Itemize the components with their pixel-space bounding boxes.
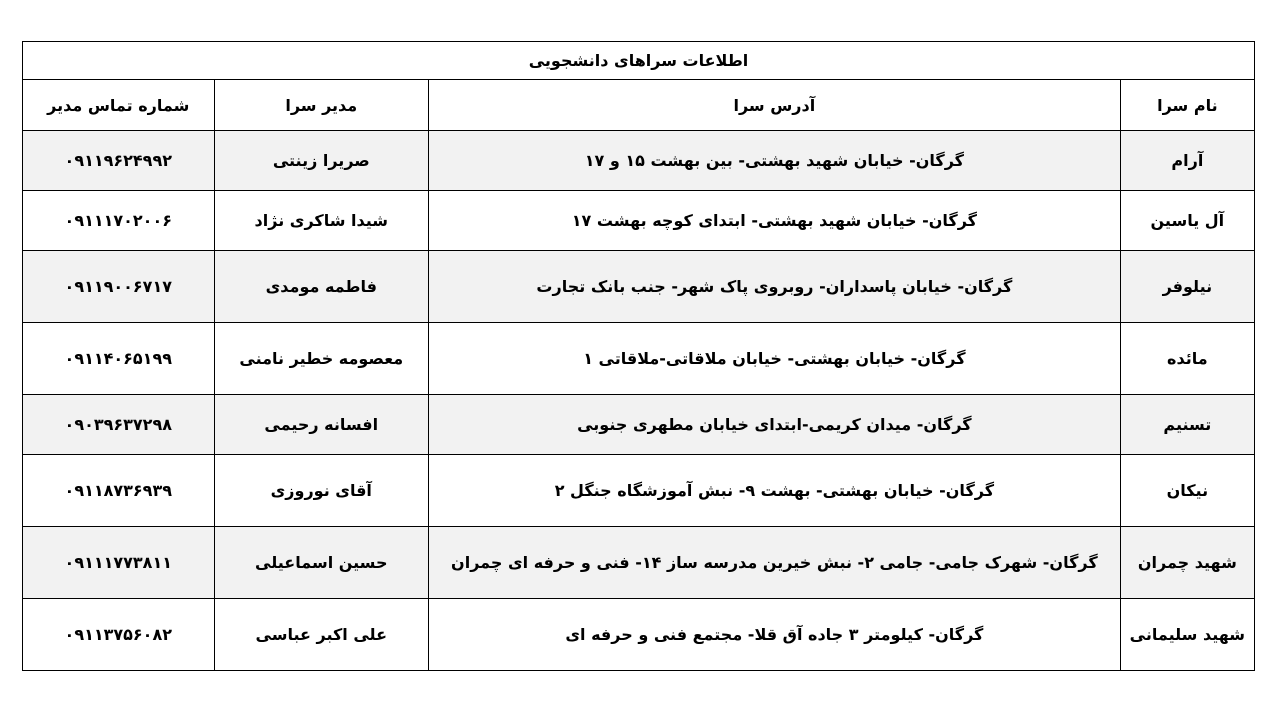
cell-phone: ۰۹۱۱۱۷۷۳۸۱۱ <box>23 527 215 599</box>
cell-name: تسنیم <box>1120 395 1254 455</box>
cell-phone: ۰۹۱۱۹۰۰۶۷۱۷ <box>23 251 215 323</box>
table-row <box>23 527 1255 599</box>
table-row <box>23 323 1255 395</box>
cell-address: گرگان- میدان کریمی-ابتدای خیابان مطهری جنوبی <box>429 395 1121 455</box>
cell-address: گرگان- خیابان شهید بهشتی- ابتدای کوچه بهشت ۱۷ <box>429 191 1121 251</box>
cell-manager: صریرا زینتی <box>214 131 429 191</box>
table-row <box>23 131 1255 191</box>
cell-manager: معصومه خطیر نامنی <box>214 323 429 395</box>
cell-name: آرام <box>1120 131 1254 191</box>
header-name: نام سرا <box>1120 80 1254 131</box>
cell-manager: آقای نوروزی <box>214 455 429 527</box>
cell-phone: ۰۹۰۳۹۶۳۷۲۹۸ <box>23 395 215 455</box>
cell-manager: حسین اسماعیلی <box>214 527 429 599</box>
cell-address: گرگان- خیابان بهشتی- بهشت ۹- نبش آموزشگاه جنگل ۲ <box>429 455 1121 527</box>
header-manager: مدیر سرا <box>214 80 429 131</box>
cell-name: نیکان <box>1120 455 1254 527</box>
table-title: اطلاعات سراهای دانشجویی <box>23 42 1255 80</box>
cell-manager: فاطمه مومدی <box>214 251 429 323</box>
cell-address: گرگان- خیابان شهید بهشتی- بین بهشت ۱۵ و ۱۷ <box>429 131 1121 191</box>
table-title-row <box>23 42 1255 80</box>
dormitory-info-table <box>22 41 1255 671</box>
cell-phone: ۰۹۱۱۴۰۶۵۱۹۹ <box>23 323 215 395</box>
table-row <box>23 599 1255 671</box>
cell-manager: شیدا شاکری نژاد <box>214 191 429 251</box>
table-row <box>23 455 1255 527</box>
cell-phone: ۰۹۱۱۳۷۵۶۰۸۲ <box>23 599 215 671</box>
table-row <box>23 251 1255 323</box>
cell-phone: ۰۹۱۱۹۶۲۴۹۹۲ <box>23 131 215 191</box>
cell-name: آل یاسین <box>1120 191 1254 251</box>
cell-manager: علی اکبر عباسی <box>214 599 429 671</box>
table-body <box>23 131 1255 671</box>
cell-address: گرگان- کیلومتر ۳ جاده آق قلا- مجتمع فنی و حرفه ای <box>429 599 1121 671</box>
header-address: آدرس سرا <box>429 80 1121 131</box>
table-row <box>23 191 1255 251</box>
cell-phone: ۰۹۱۱۸۷۳۶۹۳۹ <box>23 455 215 527</box>
cell-address: گرگان- خیابان بهشتی- خیابان ملاقاتی-ملاقاتی ۱ <box>429 323 1121 395</box>
header-phone: شماره تماس مدیر <box>23 80 215 131</box>
cell-name: شهید چمران <box>1120 527 1254 599</box>
cell-manager: افسانه رحیمی <box>214 395 429 455</box>
table-header-row <box>23 80 1255 131</box>
cell-name: شهید سلیمانی <box>1120 599 1254 671</box>
cell-name: مائده <box>1120 323 1254 395</box>
table-row <box>23 395 1255 455</box>
cell-name: نیلوفر <box>1120 251 1254 323</box>
cell-address: گرگان- خیابان پاسداران- روبروی پاک شهر- جنب بانک تجارت <box>429 251 1121 323</box>
cell-address: گرگان- شهرک جامی- جامی ۲- نبش خیرین مدرسه ساز ۱۴- فنی و حرفه ای چمران <box>429 527 1121 599</box>
cell-phone: ۰۹۱۱۱۷۰۲۰۰۶ <box>23 191 215 251</box>
